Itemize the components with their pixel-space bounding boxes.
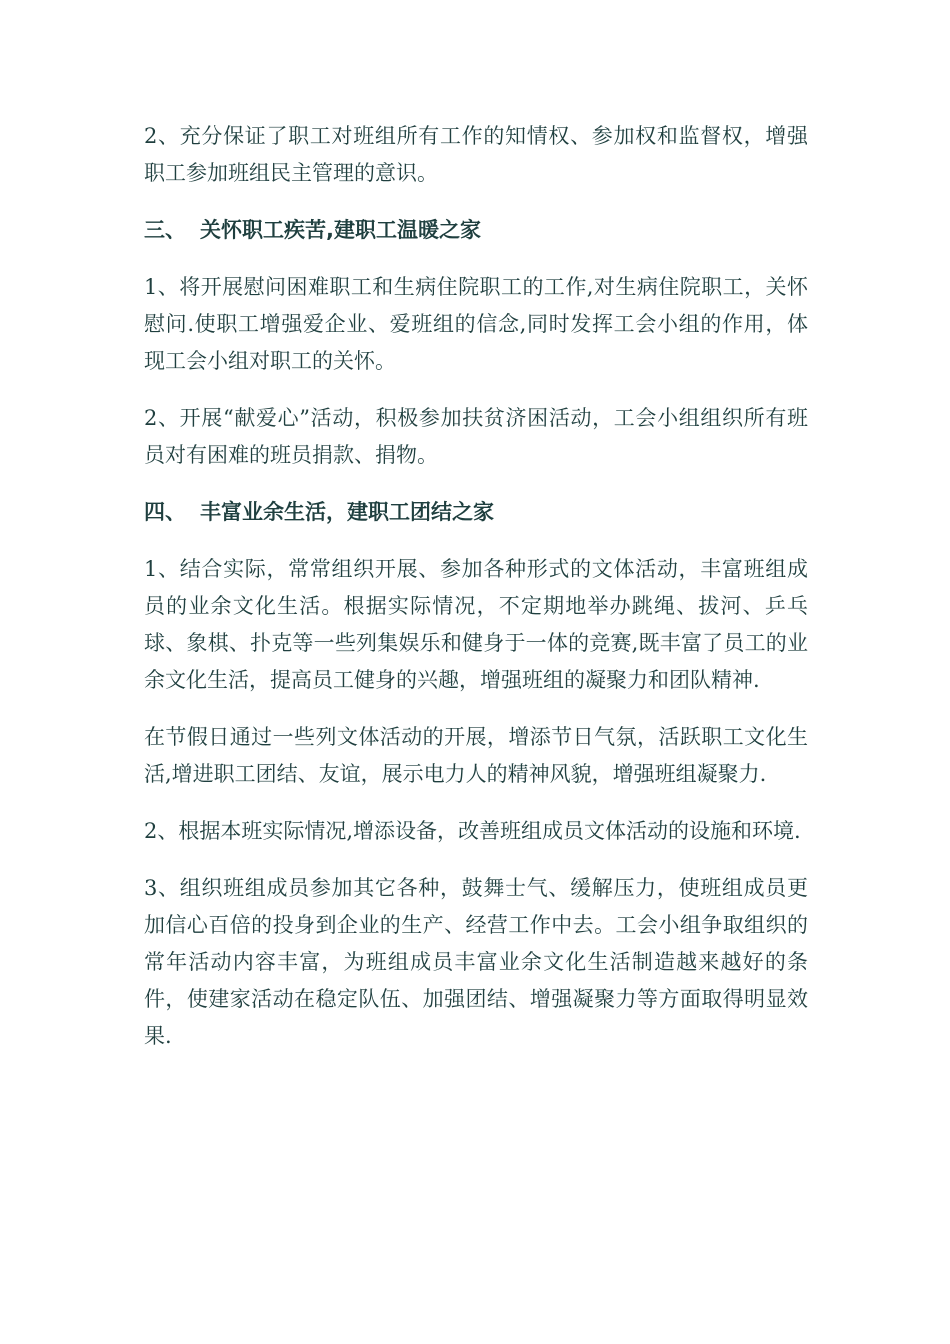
section-heading-3 [144, 212, 808, 249]
paragraph-holidays: 在节假日通过一些列文体活动的开展，增添节日气氛，活跃职工文化生活,增进职工团结、友谊，展示电力人的精神风貌，增强班组凝聚力. [144, 725, 808, 786]
section-title: 关怀职工疾苦,建职工温暖之家 [200, 218, 481, 242]
paragraph-1-visit: 1、将开展慰问困难职工和生病住院职工的工作,对生病住院职工，关怀慰问.使职工增强爱企业、爱班组的信念,同时发挥工会小组的作用，体现工会小组对职工的关怀。 [144, 275, 808, 373]
section-number: 三、 [144, 218, 186, 242]
paragraph-1-activities: 1、结合实际，常常组织开展、参加各种形式的文体活动，丰富班组成员的业余文化生活。根据实际情况，不定期地举办跳绳、拔河、乒乓球、象棋、扑克等一些列集娱乐和健身于一体的竞赛,既丰富了员工的业余文化生活，提高员工健身的兴趣，增强班组的凝聚力和团队精神. [144, 557, 808, 692]
paragraph-2-love: 2、开展“献爱心”活动，积极参加扶贫济困活动，工会小组组织所有班员对有困难的班员捐款、捐物。 [144, 406, 808, 467]
document-page [144, 118, 808, 1075]
paragraph-3-morale: 3、组织班组成员参加其它各种，鼓舞士气、缓解压力，使班组成员更加信心百倍的投身到企业的生产、经营工作中去。工会小组争取组织的常年活动内容丰富，为班组成员丰富业余文化生活制造越来越好的条件，使建家活动在稳定队伍、加强团结、增强凝聚力等方面取得明显效果. [144, 876, 808, 1048]
section-heading-4 [144, 494, 808, 531]
section-title: 丰富业余生活，建职工团结之家 [200, 500, 494, 524]
paragraph-2-rights: 2、充分保证了职工对班组所有工作的知情权、参加权和监督权，增强职工参加班组民主管理的意识。 [144, 124, 808, 185]
paragraph-2-equipment: 2、根据本班实际情况,增添设备，改善班组成员文体活动的设施和环境. [144, 819, 801, 843]
section-number: 四、 [144, 500, 186, 524]
